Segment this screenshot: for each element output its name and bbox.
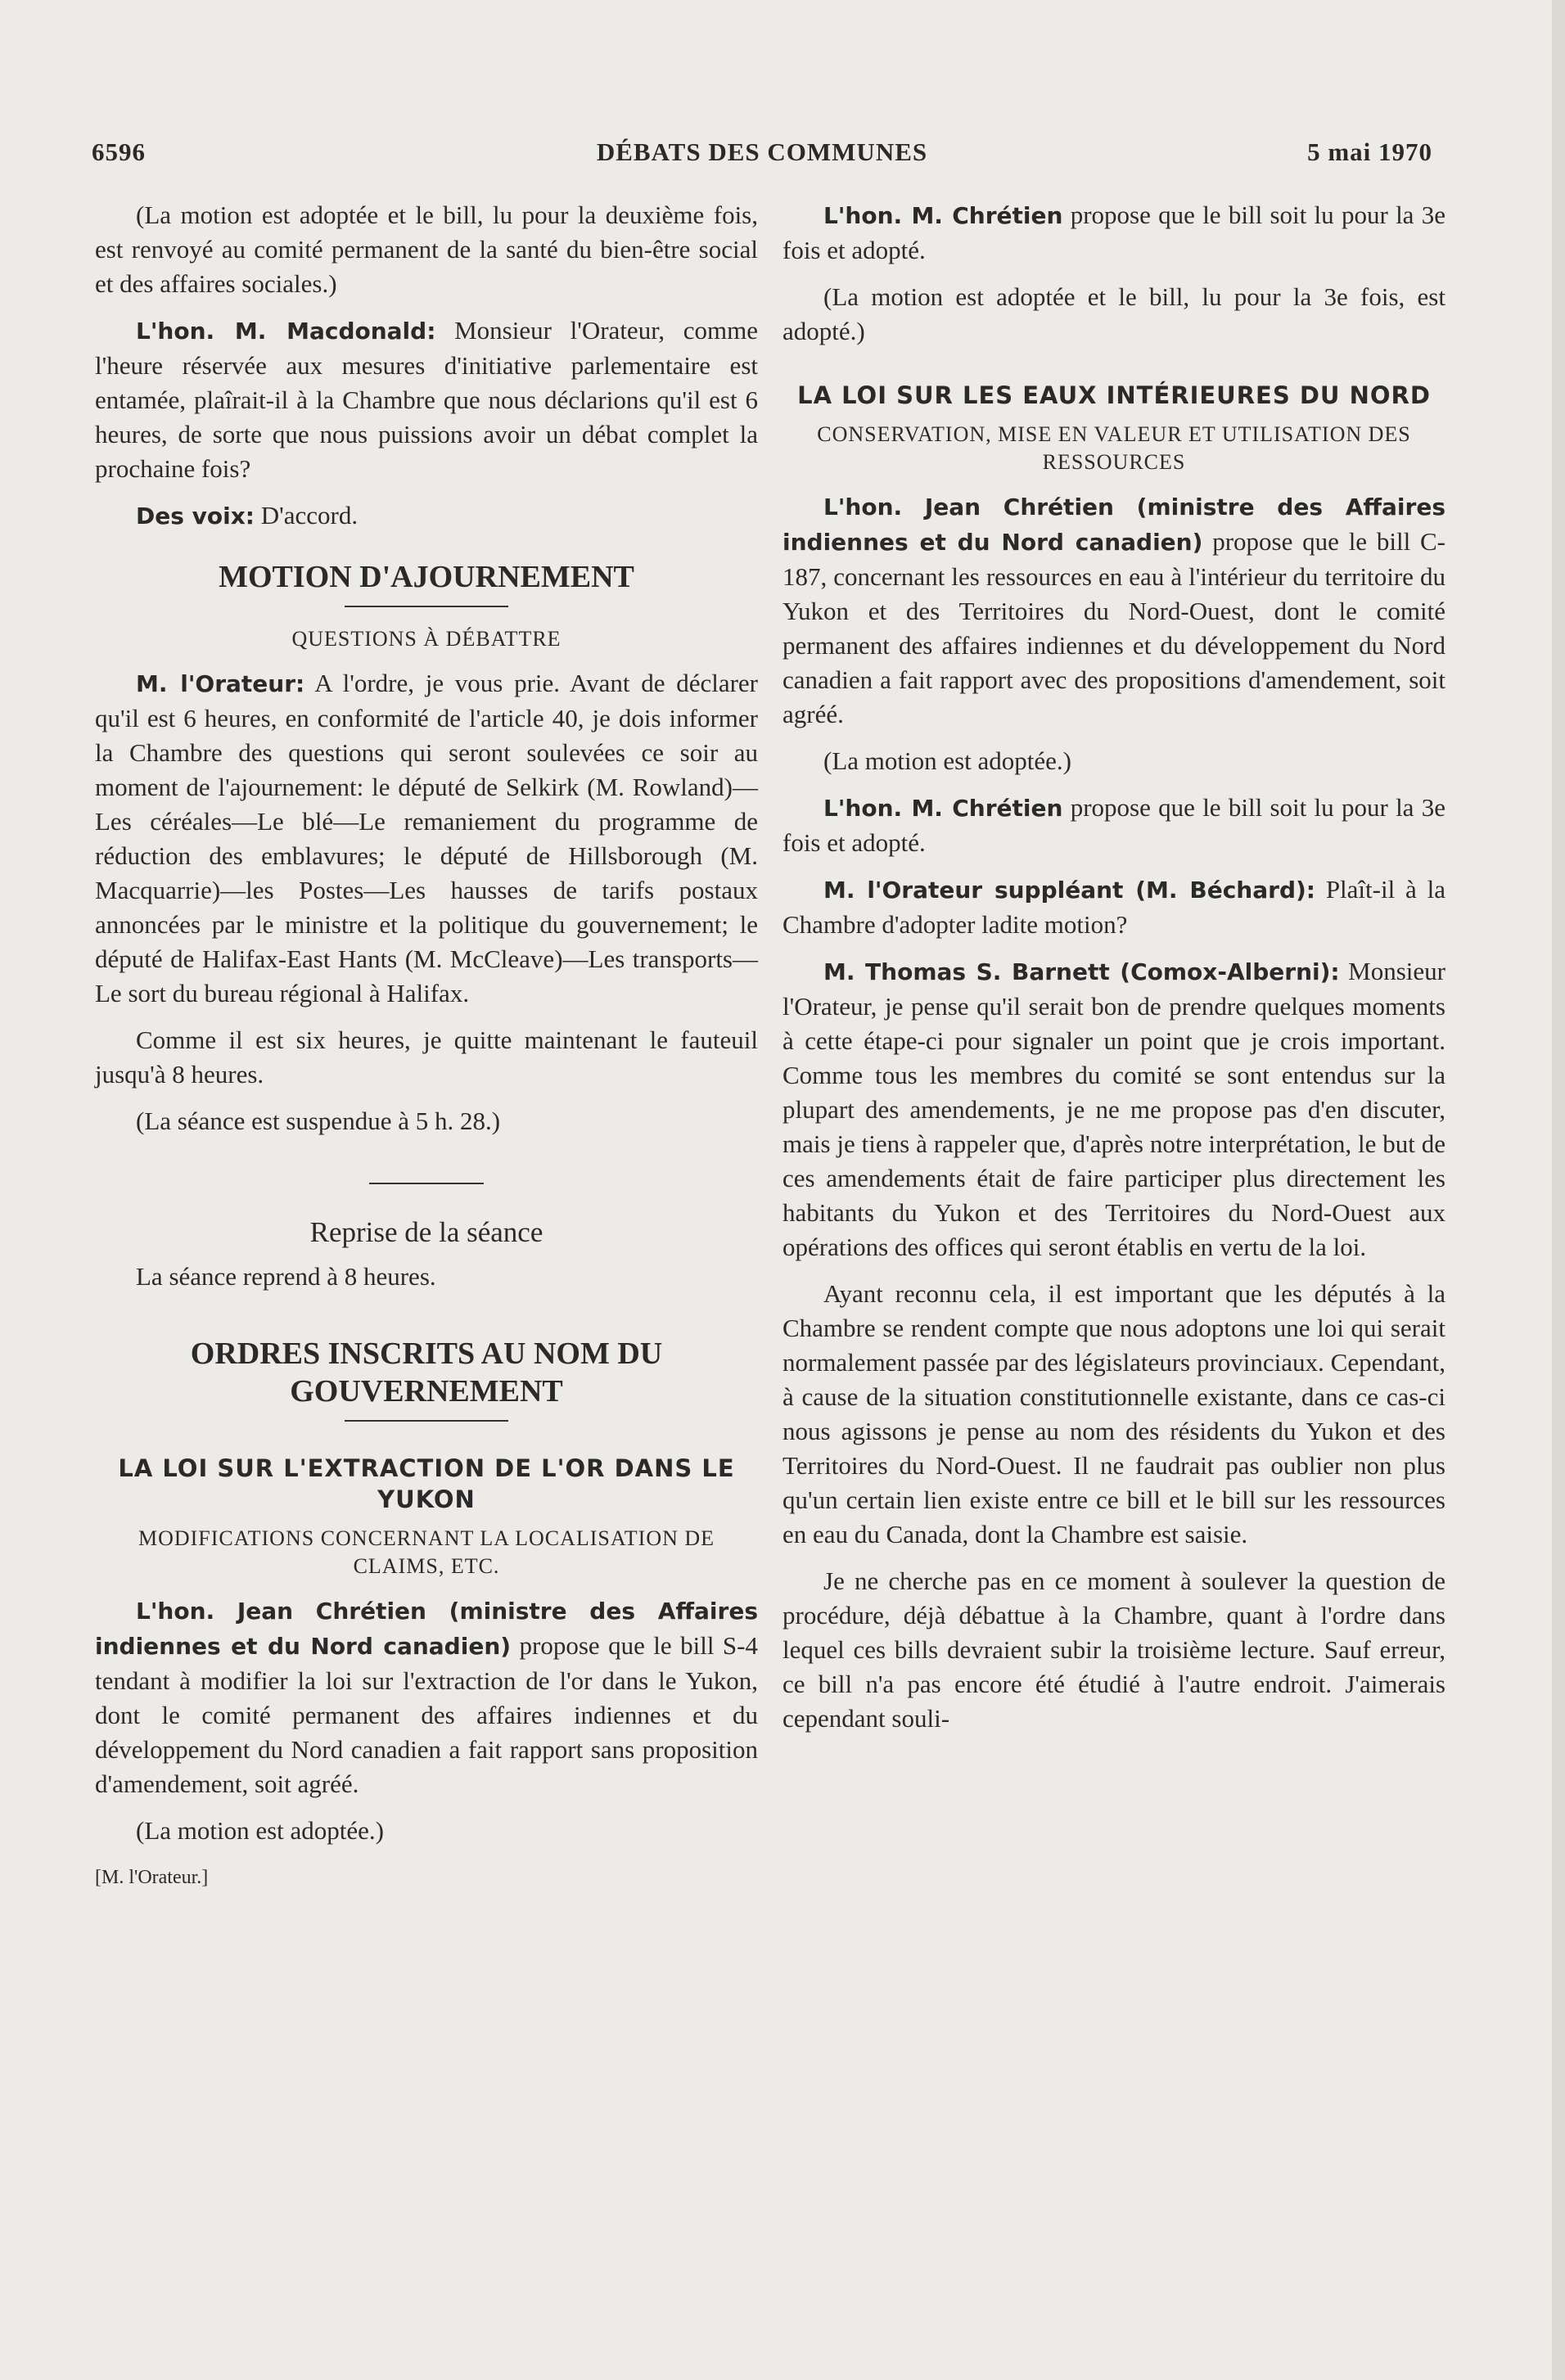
paragraph: [95, 1593, 758, 1801]
paragraph: [95, 498, 758, 534]
paragraph: [782, 198, 1445, 268]
section-heading: LA LOI SUR L'EXTRACTION DE L'OR DANS LE YUKON: [118, 1454, 735, 1513]
speaker-name: Des voix:: [136, 503, 255, 530]
subsection-heading: CONSERVATION, MISE EN VALEUR ET UTILISATION DES RESSOURCES: [817, 422, 1411, 474]
section-heading: Reprise de la séance: [309, 1216, 543, 1248]
speaker-name: L'hon. Jean Chrétien (ministre des Affaires indiennes et du Nord canadien): [782, 494, 1445, 556]
speech-text: propose que le bill S-4 tendant à modifier la loi sur l'extraction de l'or dans le Yukon, dont le comité permanent des affaires indiennes et du développement du Nord canadien a fait rapport sans proposition d'amendement, soit agréé.: [95, 1631, 758, 1798]
paragraph: (La séance est suspendue à 5 h. 28.): [136, 1107, 501, 1135]
speaker-name: M. Thomas S. Barnett (Comox-Alberni):: [823, 958, 1340, 985]
left-column: [95, 198, 758, 1895]
right-column: [782, 198, 1445, 1748]
page-date: 5 mai 1970: [1307, 137, 1432, 166]
subsection-heading: MODIFICATIONS CONCERNANT LA LOCALISATION DE CLAIMS, ETC.: [138, 1526, 715, 1578]
speaker-name: L'hon. M. Macdonald:: [136, 318, 436, 345]
paragraph: (La motion est adoptée.): [136, 1816, 385, 1845]
paragraph: (La motion est adoptée et le bill, lu pour la 3e fois, est adopté.): [782, 282, 1445, 345]
speaker-name: L'hon. M. Chrétien: [823, 202, 1063, 229]
speech-text: A l'ordre, je vous prie. Avant de déclarer qu'il est 6 heures, en conformité de l'article 40, je dois informer la Chambre des questions qui seront soulevées ce soir au moment de l'ajournement: le député de Selkirk (M. Rowland)—Les céréales—Le blé—Le remaniement du programme de réduction des emblavures; le député de Hillsborough (M. Macquarrie)—les Postes—Les hausses de tarifs postaux annoncées par le ministre et la politique du gouvernement; le député de Halifax-East Hants (M. McCleave)—Les transports—Le sort du bureau régional à Halifax.: [95, 669, 758, 1007]
paragraph: La séance reprend à 8 heures.: [136, 1262, 436, 1291]
subsection-heading: QUESTIONS À DÉBATTRE: [291, 627, 562, 651]
page-title: DÉBATS DES COMMUNES: [596, 137, 928, 166]
speaker-name: M. l'Orateur:: [136, 670, 305, 697]
speech-text: propose que le bill soit lu pour la 3e fois et adopté.: [782, 793, 1445, 857]
section-heading: MOTION D'AJOURNEMENT: [219, 560, 634, 594]
paragraph: Comme il est six heures, je quitte maintenant le fauteuil jusqu'à 8 heures.: [95, 1025, 758, 1089]
section-heading: ORDRES INSCRITS AU NOM DU GOUVERNEMENT: [190, 1336, 663, 1409]
paragraph: Je ne cherche pas en ce moment à soulever la question de procédure, déjà débattue à la Chambre, quant à l'ordre dans lequel ces bills devraient subir la troisième lecture. Sauf erreur, ce bill n'a pas encore été étudié à l'autre endroit. J'aimerais cependant souli-: [782, 1566, 1445, 1733]
paragraph: Ayant reconnu cela, il est important que les députés à la Chambre se rendent compte que nous adoptons une loi qui serait normalement passée par des législateurs provinciaux. Cependant, à cause de la situation constitutionnelle existante, dans ce cas-ci nous agissons je pense au nom des résidents du Yukon et des Territoires du Nord-Ouest. Il ne faudrait pas oublier non plus qu'un certain lien existe entre ce bill et le bill sur les ressources en eau du Canada, dont la Chambre est saisie.: [782, 1279, 1445, 1548]
paragraph: [782, 954, 1445, 1264]
divider: [369, 1183, 484, 1184]
paragraph: [782, 791, 1445, 860]
speaker-name: L'hon. Jean Chrétien (ministre des Affaires indiennes et du Nord canadien): [95, 1598, 758, 1660]
paragraph: [95, 666, 758, 1011]
speech-text: D'accord.: [255, 501, 359, 530]
page-header: [92, 137, 1432, 178]
divider: [345, 1420, 508, 1422]
speech-text: propose que le bill C-187, concernant les ressources en eau à l'intérieur du territoire du Yukon et des Territoires du Nord-Ouest, dont le comité permanent des affaires indiennes et du développement du Nord canadien a fait rapport avec des propositions d'amendement, soit agréé.: [782, 527, 1445, 728]
paragraph: (La motion est adoptée.): [823, 746, 1072, 775]
page-edge: [1552, 0, 1565, 2380]
speech-text: propose que le bill soit lu pour la 3e fois et adopté.: [782, 201, 1445, 264]
paragraph: [782, 872, 1445, 942]
paragraph: [782, 489, 1445, 732]
speaker-name: L'hon. M. Chrétien: [823, 795, 1063, 822]
paragraph: [95, 313, 758, 486]
speech-text: Plaît-il à la Chambre d'adopter ladite motion?: [782, 875, 1445, 939]
paragraph: (La motion est adoptée et le bill, lu pour la deuxième fois, est renvoyé au comité permanent de la santé du bien-être social et des affaires sociales.): [95, 201, 758, 298]
divider: [345, 606, 508, 607]
page-number: 6596: [92, 137, 146, 166]
speaker-name: M. l'Orateur suppléant (M. Béchard):: [823, 877, 1315, 904]
section-heading: LA LOI SUR LES EAUX INTÉRIEURES DU NORD: [797, 381, 1431, 409]
speech-text: Monsieur l'Orateur, je pense qu'il serait bon de prendre quelques moments à cette étape-ci pour signaler un point que je crois important. Comme tous les membres du comité se sont entendus sur la plupart des amendements, je ne me propose pas d'en discuter, mais je tiens à rappeler que, d'après notre interprétation, le but de ces amendements était de faire participer plus directement les habitants du Yukon et des Territoires du Nord-Ouest aux opérations des offices qui seront établis en vertu de la loi.: [782, 957, 1445, 1261]
speech-text: Monsieur l'Orateur, comme l'heure réservée aux mesures d'initiative parlementaire est entamée, plaîrait-il à la Chambre que nous déclarions qu'il est 6 heures, de sorte que nous puissions avoir un débat complet la prochaine fois?: [95, 316, 758, 483]
footer-note: [M. l'Orateur.]: [95, 1867, 209, 1888]
